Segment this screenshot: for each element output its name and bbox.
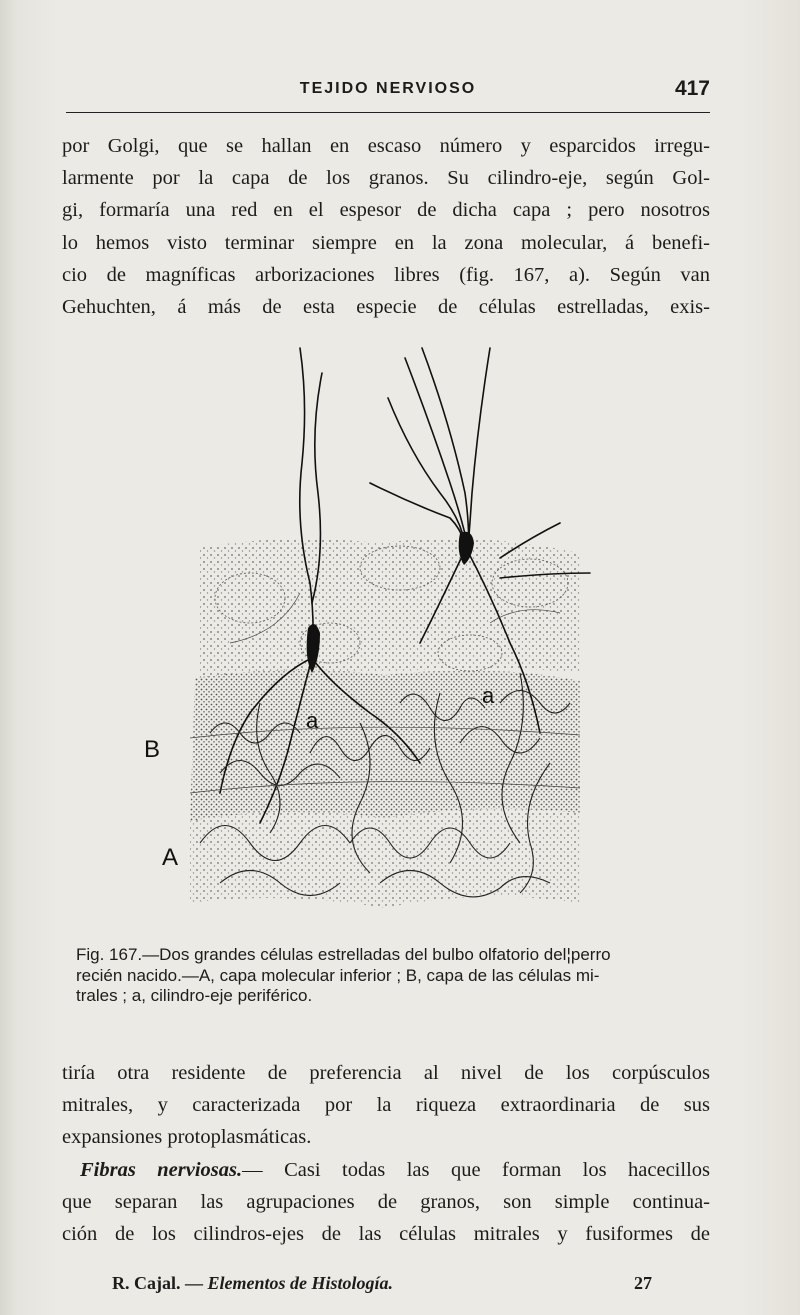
label-a-layer: A (162, 844, 179, 871)
body-paragraph-top (62, 130, 710, 323)
page-footer (112, 1273, 652, 1297)
text-line: cio de magníficas arborizaciones libres (fig. 167, a). Según van (62, 263, 710, 286)
text-line: larmente por la capa de los granos. Su cilindro-eje, según Gol- (62, 167, 710, 190)
section-heading: Fibras nerviosas. (80, 1158, 243, 1181)
signature-mark: 27 (634, 1273, 652, 1293)
page-number: 417 (674, 77, 710, 100)
label-a-upper: a (482, 683, 495, 708)
text-line: lo hemos visto terminar siempre en la zona molecular, á benefi- (62, 231, 710, 254)
text-line: por Golgi, que se hallan en escaso número y esparcidos irregu- (62, 135, 710, 157)
caption-line: Fig. 167.—Dos grandes células estrelladas del bulbo olfatorio del¦perro (76, 945, 611, 964)
text-line: que separan las agrupaciones de granos, son simple continua- (62, 1190, 710, 1213)
footer-book-title: Elementos de Histología. (207, 1273, 394, 1293)
caption-line: trales ; a, cilindro-eje periférico. (76, 986, 313, 1005)
granule-layer-stipple (190, 809, 580, 908)
figure-caption (76, 945, 704, 1007)
label-b-layer: B (144, 736, 161, 763)
body-paragraph-bottom (62, 1057, 710, 1250)
label-a-lower: a (306, 708, 319, 733)
footer-citation (112, 1273, 393, 1294)
text-line: ción de los cilindros-ejes de las células mitrales y fusiformes de (62, 1223, 710, 1246)
running-title: TEJIDO NERVIOSO (299, 80, 477, 97)
mitral-layer-stipple (190, 670, 580, 821)
caption-line: recién nacido.—A, capa molecular inferior ; B, capa de las células mi- (76, 965, 600, 985)
text-line: tiría otra residente de preferencia al nivel de los corpúsculos (62, 1062, 710, 1084)
header-rule (66, 112, 710, 113)
section-first-line (62, 1154, 710, 1186)
text-line: Gehuchten, á más de esta especie de células estrelladas, exis- (62, 296, 710, 319)
text-line: mitrales, y caracterizada por la riqueza extraordinaria de sus (62, 1094, 710, 1117)
neuron-drawing (144, 343, 610, 923)
text-line: expansiones protoplasmáticas. (62, 1126, 312, 1149)
section-line-start: — Casi todas las que forman los hacecillos (242, 1158, 710, 1181)
text-line: gi, formaría una red en el espesor de dicha capa ; pero nosotros (62, 199, 710, 222)
figure-167-illustration (144, 343, 610, 923)
page-header (66, 77, 710, 112)
footer-author: R. Cajal. — (112, 1273, 208, 1293)
